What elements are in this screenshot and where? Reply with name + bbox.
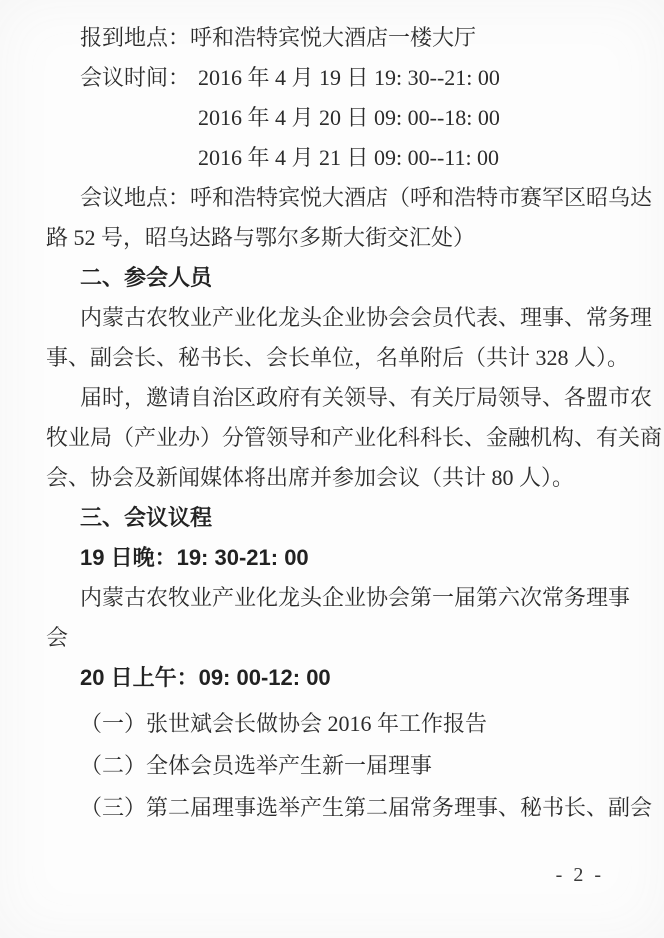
meeting-time-session-2: 2016 年 4 月 20 日 09: 00--18: 00 bbox=[198, 105, 500, 130]
participants-para1-line1: 内蒙古农牧业产业化龙头企业协会会员代表、理事、常务理 bbox=[80, 305, 653, 330]
registration-location-value: 呼和浩特宾悦大酒店一楼大厅 bbox=[190, 25, 477, 50]
registration-location-line bbox=[46, 18, 638, 58]
agenda-evening19-time: 19 日晚：19: 30-21: 00 bbox=[80, 545, 309, 570]
meeting-location-line-1: 会议地点：呼和浩特宾悦大酒店（呼和浩特市赛罕区昭乌达 bbox=[80, 185, 653, 210]
section-heading-participants: 二、参会人员 bbox=[80, 265, 213, 290]
meeting-time-label: 会议时间： bbox=[80, 65, 191, 90]
registration-location-label: 报到地点： bbox=[80, 25, 191, 50]
participants-para2-line2: 牧业局（产业办）分管领导和产业化科科长、金融机构、有关商 bbox=[46, 425, 663, 450]
meeting-location-line-2: 路 52 号，昭乌达路与鄂尔多斯大街交汇处） bbox=[46, 225, 476, 250]
agenda-item-2: （二）全体会员选举产生新一届理事 bbox=[80, 753, 433, 778]
agenda-evening19-line2: 会 bbox=[46, 625, 69, 650]
agenda-morning20-time: 20 日上午：09: 00-12: 00 bbox=[80, 665, 331, 690]
participants-para2-line3: 会、协会及新闻媒体将出席并参加会议（共计 80 人）。 bbox=[46, 465, 575, 490]
section-heading-agenda: 三、会议议程 bbox=[80, 505, 213, 530]
document-body bbox=[46, 18, 663, 829]
agenda-evening19-line1: 内蒙古农牧业产业化龙头企业协会第一届第六次常务理事 bbox=[80, 585, 631, 610]
participants-para1-line2: 事、副会长、秘书长、会长单位，名单附后（共计 328 人）。 bbox=[46, 345, 630, 370]
meeting-time-session-3: 2016 年 4 月 21 日 09: 00--11: 00 bbox=[198, 145, 500, 170]
participants-para2-line1: 届时，邀请自治区政府有关领导、有关厅局领导、各盟市农 bbox=[80, 385, 653, 410]
agenda-item-1: （一）张世斌会长做协会 2016 年工作报告 bbox=[80, 711, 488, 736]
meeting-time-session-1: 2016 年 4 月 19 日 19: 30--21: 00 bbox=[198, 65, 500, 90]
agenda-item-3: （三）第二届理事选举产生第二届常务理事、秘书长、副会 bbox=[80, 795, 653, 820]
page-number: - 2 - bbox=[555, 864, 604, 886]
meeting-time-line bbox=[46, 58, 638, 98]
